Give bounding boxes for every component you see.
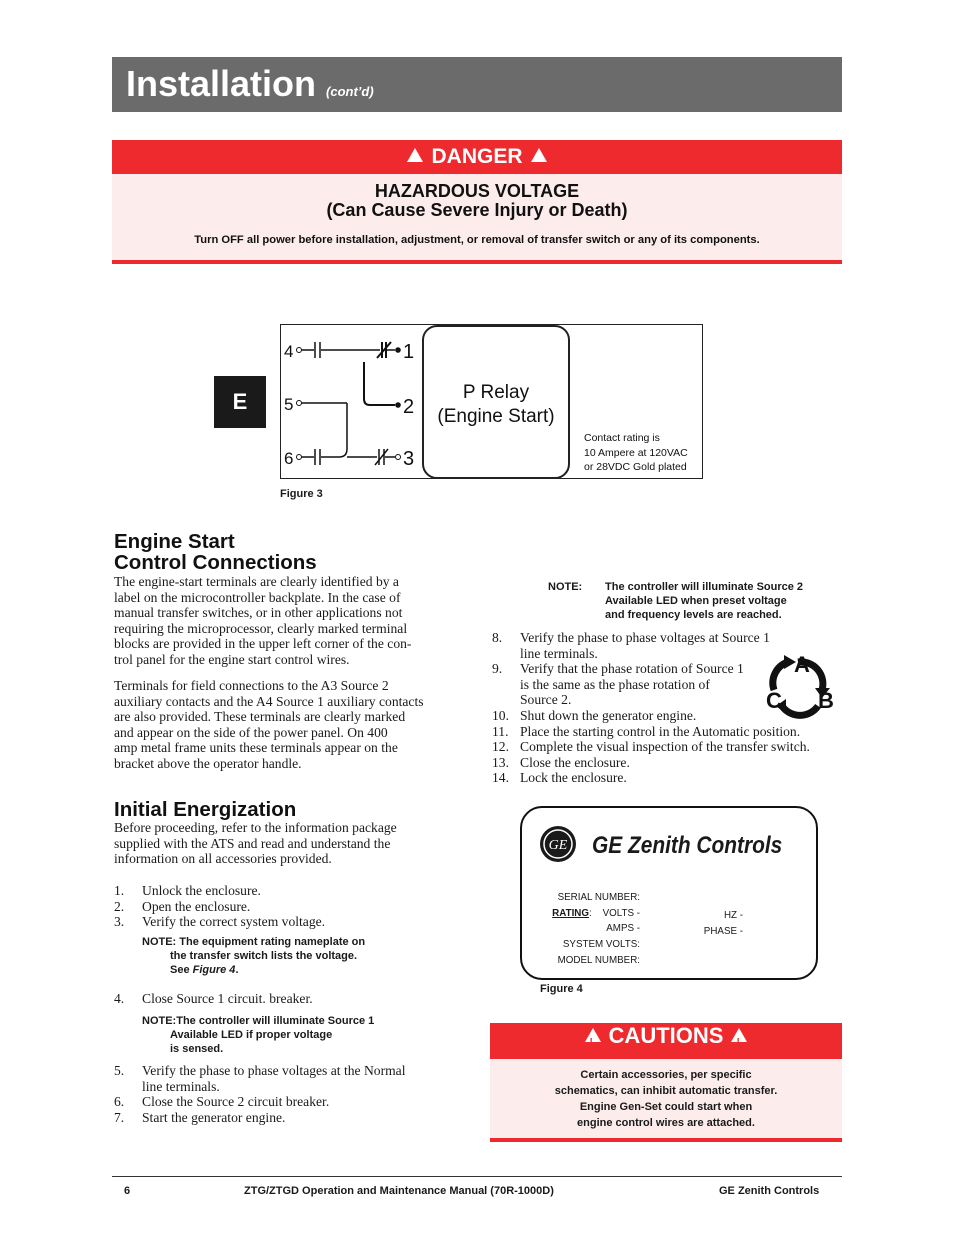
list-item [114, 1110, 454, 1126]
caution-line: schematics, can inhibit automatic transfer. [554, 1085, 778, 1097]
engine-start-heading [114, 531, 317, 573]
note-label: NOTE: [142, 936, 177, 948]
step-text: is the same as the phase rotation of [520, 676, 710, 692]
model-number-label: MODEL NUMBER: [557, 954, 640, 966]
list-item [114, 883, 454, 899]
contact-rating-3: or 28VDC Gold plated [584, 461, 687, 473]
text-line: bracket above the operator handle. [114, 755, 302, 771]
step-4 [114, 991, 454, 1007]
warning-icon [531, 148, 547, 162]
step-number: 3. [114, 914, 125, 930]
note-line: Available LED when preset voltage [605, 595, 787, 607]
step-text: Verify that the phase rotation of Source 1 [520, 661, 744, 677]
step-text: line terminals. [142, 1078, 220, 1094]
text-line: manual transfer switches, or in other applications not [114, 605, 403, 621]
step-text: Verify the correct system voltage. [142, 914, 326, 930]
amps-label: AMPS - [606, 923, 640, 935]
cautions-banner [490, 1023, 842, 1059]
figure4-caption: Figure 4 [540, 983, 583, 995]
warning-icon [407, 148, 423, 162]
text-line: information on all accessories provided. [114, 851, 332, 867]
engine-start-paragraph-2 [114, 678, 454, 772]
step-number: 9. [492, 661, 503, 677]
phase-label: PHASE - [703, 925, 743, 937]
step-text: Source 2. [520, 692, 572, 708]
note-label: NOTE: [142, 1015, 177, 1027]
contact-rating-1: Contact rating is [584, 432, 660, 444]
volts-row: RATING: VOLTS - [552, 907, 640, 919]
text-line: Before proceeding, refer to the information package [114, 820, 397, 835]
initial-intro [114, 820, 454, 867]
phase-rotation-icon [764, 650, 840, 720]
contact-rating-2: 10 Ampere at 120VAC [584, 447, 688, 459]
nameplate-fields-right [703, 908, 743, 939]
ge-logo-text: GE [548, 838, 568, 853]
step-number: 12. [492, 739, 509, 755]
title-subtitle: (cont’d) [326, 84, 374, 99]
step-text: Close the Source 2 circuit breaker. [142, 1094, 330, 1110]
engine-start-paragraph-1 [114, 574, 454, 668]
hazard-title-line2: (Can Cause Severe Injury or Death) [326, 200, 628, 220]
hazard-text: Turn OFF all power before installation, adjustment, or removal of transfer switch or any of its components. [194, 234, 760, 246]
caution-line: engine control wires are attached. [577, 1117, 755, 1129]
serial-number-label: SERIAL NUMBER: [557, 892, 640, 903]
note-line: the transfer switch lists the voltage. [170, 950, 358, 962]
terminal-label: 4 [284, 342, 294, 361]
hazard-title-line1: HAZARDOUS VOLTAGE [374, 181, 580, 201]
cautions-text [490, 1067, 842, 1131]
list-item [114, 991, 454, 1007]
note-text: . [235, 964, 239, 976]
step-text: Close the enclosure. [520, 754, 630, 770]
text-line: amp metal frame units these terminals appear on the [114, 740, 398, 756]
step-text: Close Source 1 circuit. breaker. [142, 991, 313, 1006]
list-item [114, 1063, 454, 1094]
text-line: label on the microcontroller backplate. In the case of [114, 589, 401, 605]
text-line: The engine-start terminals are clearly identified by a [114, 574, 399, 589]
heading-line: Control Connections [114, 551, 317, 574]
note-line: is sensed. [170, 1043, 224, 1055]
list-item [492, 755, 842, 771]
step-number: 4. [114, 991, 125, 1006]
step-number: 2. [114, 898, 125, 914]
note-source2-led [548, 580, 848, 622]
volts-label: VOLTS - [602, 907, 640, 919]
relay-label-2: (Engine Start) [437, 406, 555, 427]
contact-label: 2 [403, 396, 415, 418]
note-rating-nameplate [142, 935, 442, 977]
text-line: trol panel for the engine start control wires. [114, 651, 350, 667]
caution-line: Certain accessories, per specific [580, 1069, 752, 1081]
steps-list-a [114, 883, 454, 930]
heading-line: Engine Start [114, 530, 235, 553]
caution-line: Engine Gen-Set could start when [579, 1101, 753, 1113]
list-item [492, 770, 842, 786]
danger-banner [112, 140, 842, 174]
step-number: 1. [114, 883, 125, 898]
hz-label: HZ - [723, 910, 743, 921]
ge-logo [538, 824, 578, 864]
step-text: Complete the visual inspection of the transfer switch. [520, 739, 810, 755]
step-text: Open the enclosure. [142, 898, 251, 914]
cautions-label: CAUTIONS [608, 1023, 724, 1048]
list-item [114, 899, 454, 915]
rating-label: RATING [552, 907, 589, 919]
phase-label: B [818, 688, 834, 713]
contact-dot [396, 455, 401, 460]
note-line [142, 963, 442, 977]
list-item [114, 914, 454, 930]
terminal-dot [297, 401, 302, 406]
step-text: Place the starting control in the Automatic position. [520, 723, 801, 739]
system-volts-label: SYSTEM VOLTS: [562, 939, 640, 951]
step-text: Lock the enclosure. [520, 770, 627, 786]
text-line: requiring the microprocessor, clearly marked terminal [114, 620, 408, 636]
nameplate-fields-left [530, 890, 640, 969]
phase-label: A [794, 652, 810, 677]
note-text: See [170, 964, 190, 976]
warning-icon [585, 1028, 601, 1042]
note-line: The controller will illuminate Source 1 [176, 1015, 375, 1027]
text-line: auxiliary contacts and the A4 Source 1 auxiliary contacts [114, 693, 424, 709]
terminal-dot [297, 348, 302, 353]
note-line: The controller will illuminate Source 2 [605, 581, 804, 593]
figure-reference: Figure 4 [192, 964, 236, 976]
step-text: Verify the phase to phase voltages at the Normal [142, 1063, 406, 1078]
relay-label-1: P Relay [462, 382, 530, 403]
terminal-label: 6 [284, 449, 294, 468]
footer-rule [112, 1176, 842, 1177]
danger-label: DANGER [431, 145, 523, 168]
step-number: 10. [492, 707, 509, 723]
page-number: 6 [124, 1185, 131, 1197]
note-line: and frequency levels are reached. [605, 609, 782, 621]
step-number: 11. [492, 723, 509, 739]
step-number: 7. [114, 1109, 125, 1125]
cautions-box [490, 1059, 842, 1142]
company-name: GE Zenith Controls [719, 1185, 820, 1197]
step-text: Start the generator engine. [142, 1109, 286, 1125]
phase-label: C [766, 688, 782, 713]
note-label: NOTE: [548, 581, 583, 593]
hazard-title [112, 182, 842, 220]
terminal-dot [297, 455, 302, 460]
step-number: 8. [492, 630, 503, 645]
manual-title: ZTG/ZTGD Operation and Maintenance Manual (70R-1000D) [244, 1185, 554, 1197]
contact-dot [395, 347, 401, 353]
contact-label: 1 [403, 341, 415, 363]
contact-dot [395, 402, 401, 408]
contact-label: 3 [403, 448, 415, 470]
list-item [492, 739, 842, 755]
list-item [114, 1094, 454, 1110]
note-source1-led [142, 1014, 442, 1056]
relay-diagram [280, 324, 704, 480]
note-line: Available LED if proper voltage [170, 1029, 333, 1041]
step-text: line terminals. [520, 645, 598, 661]
text-line: and appear on the side of the power panel. On 400 [114, 724, 388, 740]
list-item [492, 724, 842, 740]
warning-icon [731, 1028, 747, 1042]
steps-list-b [114, 1063, 454, 1125]
terminal-label: 5 [284, 395, 294, 414]
initial-energization-heading: Initial Energization [114, 798, 297, 821]
step-number: 14. [492, 770, 509, 786]
step-text: Shut down the generator engine. [520, 707, 697, 723]
text-line: supplied with the ATS and read and understand the [114, 835, 391, 851]
text-line: blocks are provided in the upper left corner of the con- [114, 636, 412, 652]
step-number: 6. [114, 1094, 125, 1110]
figure3-caption: Figure 3 [280, 488, 323, 500]
text-line: Terminals for field connections to the A3 Source 2 [114, 678, 389, 693]
step-number: 13. [492, 754, 509, 770]
step-text: Verify the phase to phase voltages at Source 1 [520, 630, 770, 645]
text-line: are also provided. These terminals are clearly marked [114, 709, 406, 725]
section-tab: E [214, 376, 266, 428]
brand-name: GE Zenith Controls [592, 832, 783, 859]
step-number: 5. [114, 1063, 125, 1078]
note-line: The equipment rating nameplate on [179, 936, 366, 948]
page-title [126, 62, 374, 114]
title-text: Installation [126, 63, 317, 104]
step-text: Unlock the enclosure. [142, 883, 261, 898]
